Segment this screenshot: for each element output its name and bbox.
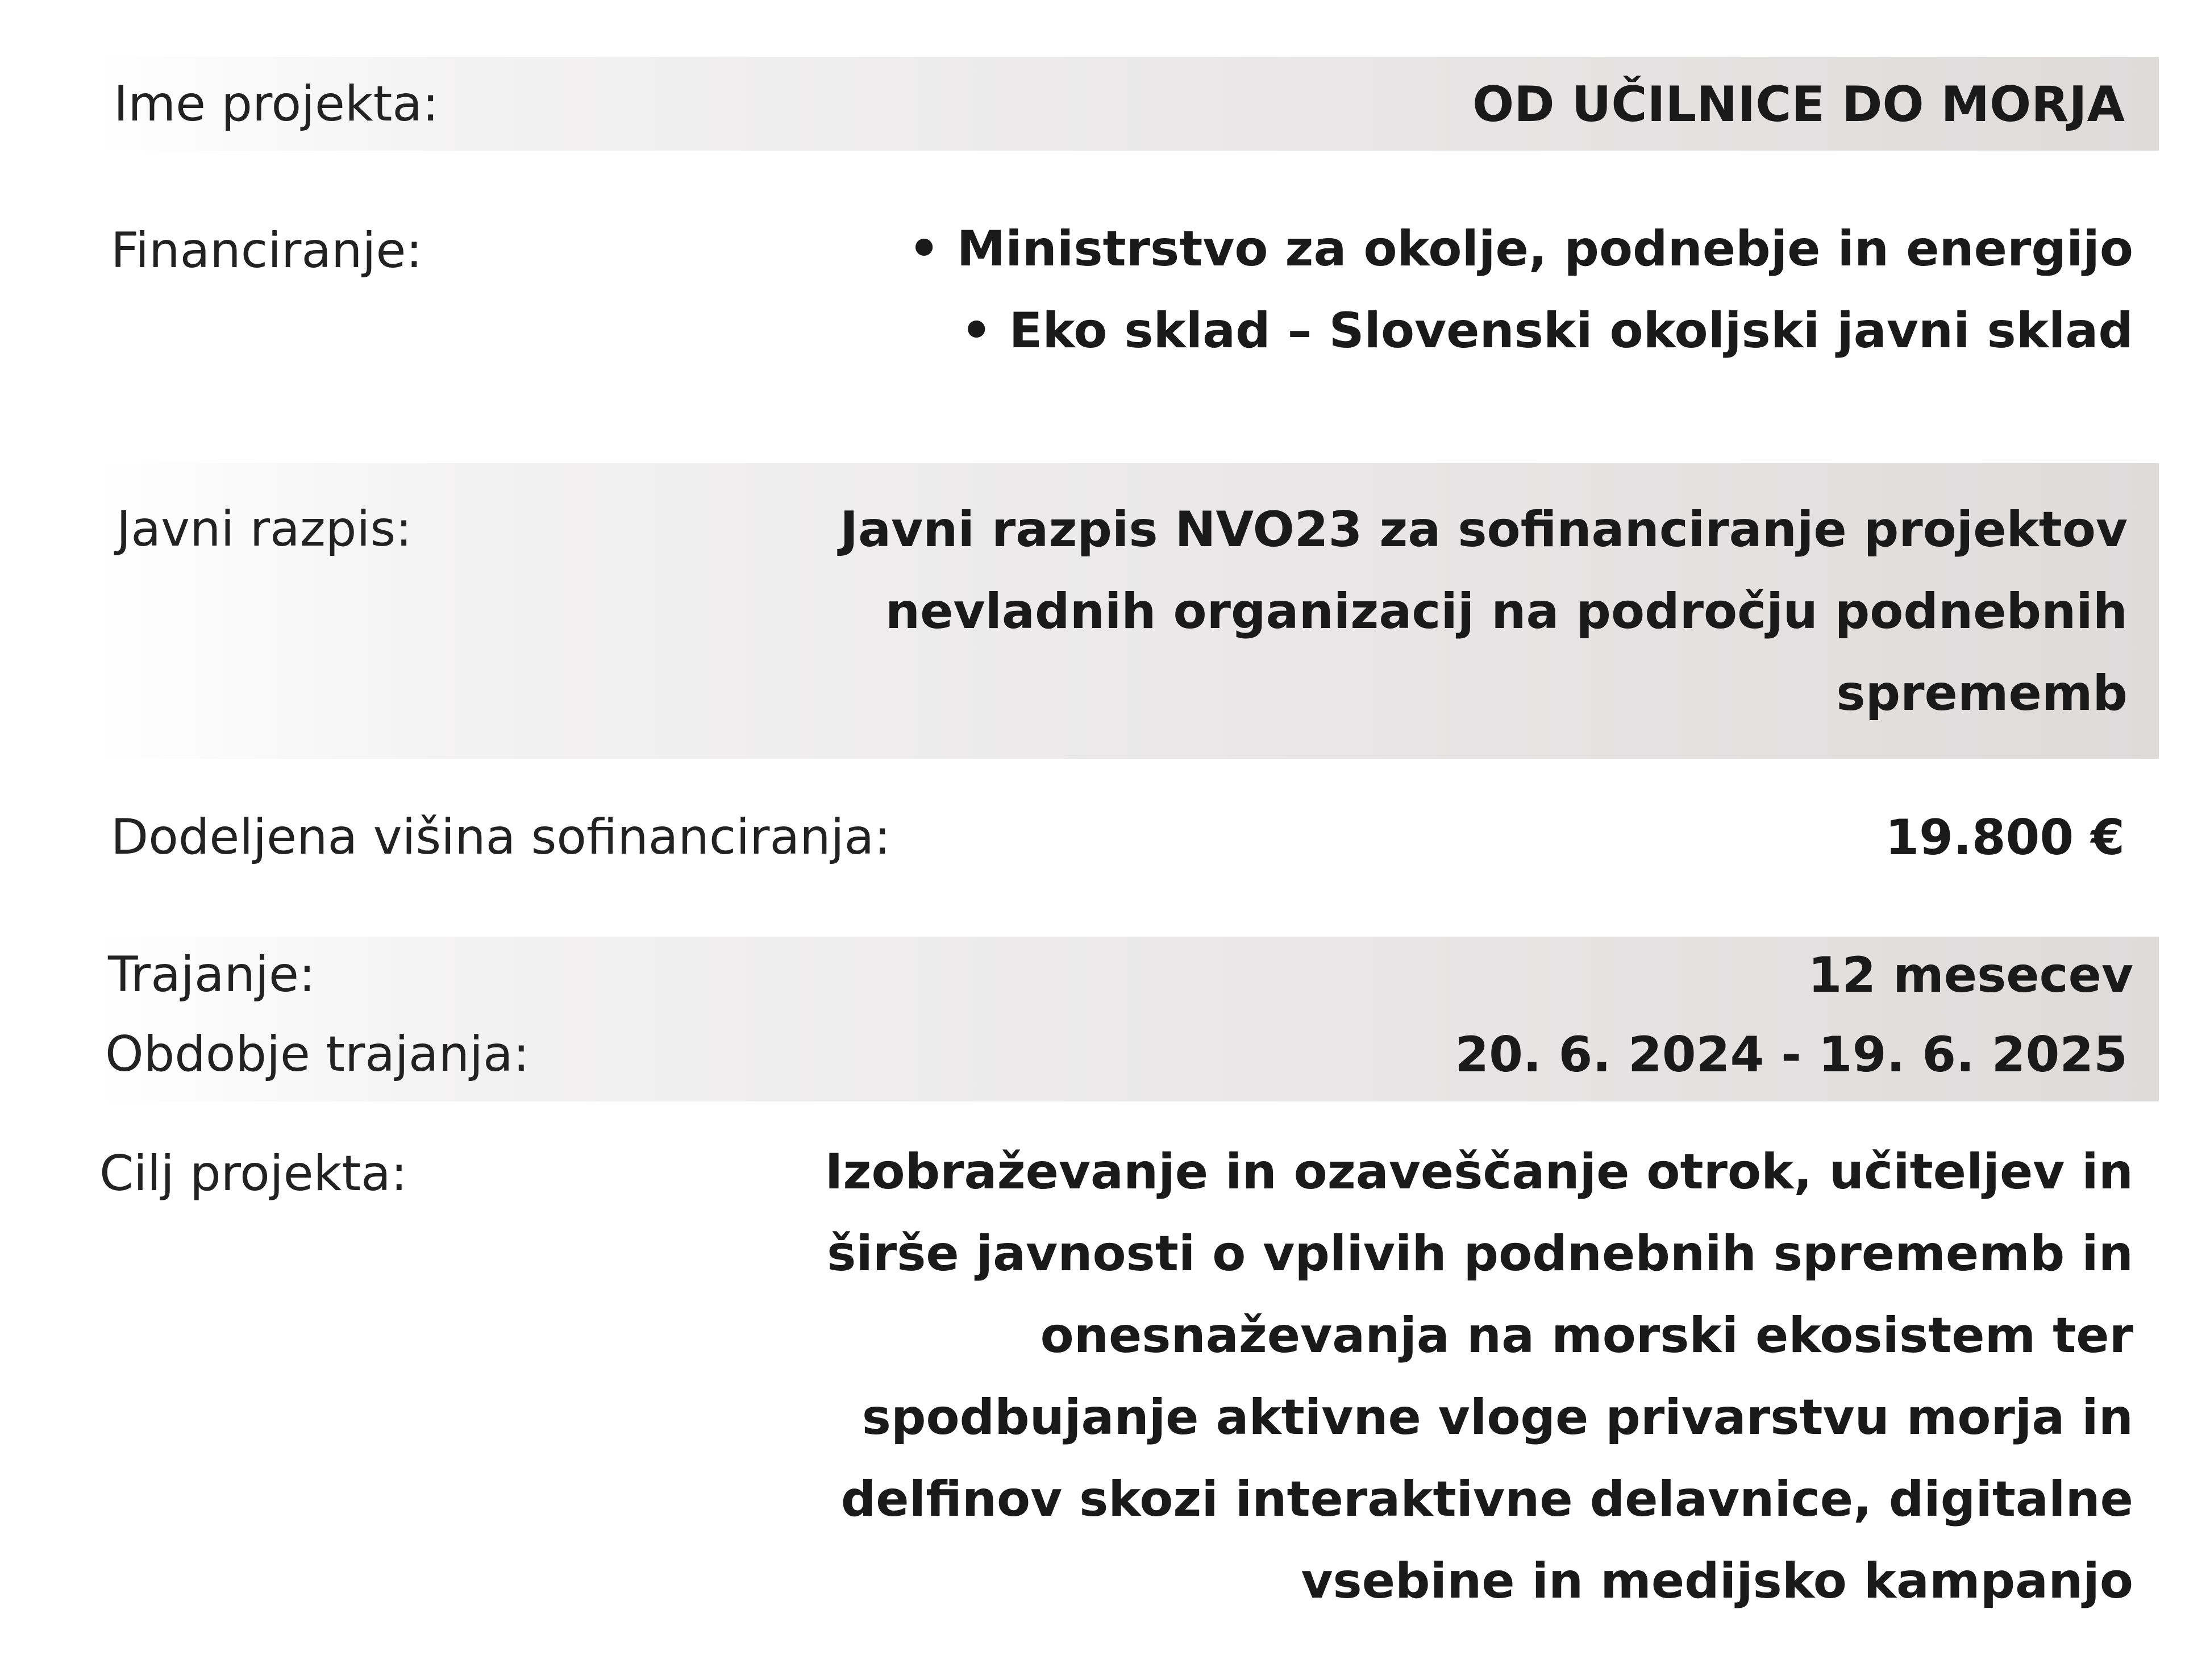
project-name-label: Ime projekta: bbox=[114, 76, 439, 132]
goal-line: širše javnosti o vplivih podnebnih sprememb in bbox=[827, 1225, 2133, 1282]
duration-label: Trajanje: bbox=[108, 946, 315, 1003]
public-call-line: nevladnih organizacij na področju podnebnih bbox=[885, 583, 2128, 640]
duration-value: 12 mesecev bbox=[1808, 947, 2133, 1004]
funding-list bbox=[909, 208, 2133, 372]
goal-line: delfinov skozi interaktivne delavnice, digitalne bbox=[840, 1471, 2133, 1528]
goal-line: onesnaževanja na morski ekosistem ter bbox=[1040, 1307, 2133, 1364]
goal-line: spodbujanje aktivne vloge privarstvu morja in bbox=[861, 1389, 2133, 1446]
goal-value bbox=[825, 1131, 2133, 1622]
project-name-value: OD UČILNICE DO MORJA bbox=[1472, 76, 2125, 133]
period-label: Obdobje trajanja: bbox=[105, 1026, 530, 1083]
cofinancing-label: Dodeljena višina sofinanciranja: bbox=[111, 809, 891, 866]
public-call-line: sprememb bbox=[1836, 665, 2128, 722]
funding-item: • Ministrstvo za okolje, podnebje in energijo bbox=[908, 221, 2133, 277]
goal-label: Cilj projekta: bbox=[99, 1145, 407, 1202]
public-call-line: Javni razpis NVO23 za sofinanciranje projektov bbox=[840, 501, 2128, 558]
funding-item: • Eko sklad – Slovenski okoljski javni sklad bbox=[960, 302, 2133, 359]
funding-label: Financiranje: bbox=[111, 222, 423, 279]
period-value: 20. 6. 2024 - 19. 6. 2025 bbox=[1455, 1026, 2128, 1083]
public-call-value bbox=[840, 489, 2128, 734]
goal-line: Izobraževanje in ozaveščanje otrok, učiteljev in bbox=[825, 1143, 2133, 1200]
goal-line: vsebine in medijsko kampanjo bbox=[1301, 1553, 2133, 1610]
cofinancing-value: 19.800 € bbox=[1885, 809, 2125, 866]
public-call-label: Javni razpis: bbox=[116, 501, 413, 558]
